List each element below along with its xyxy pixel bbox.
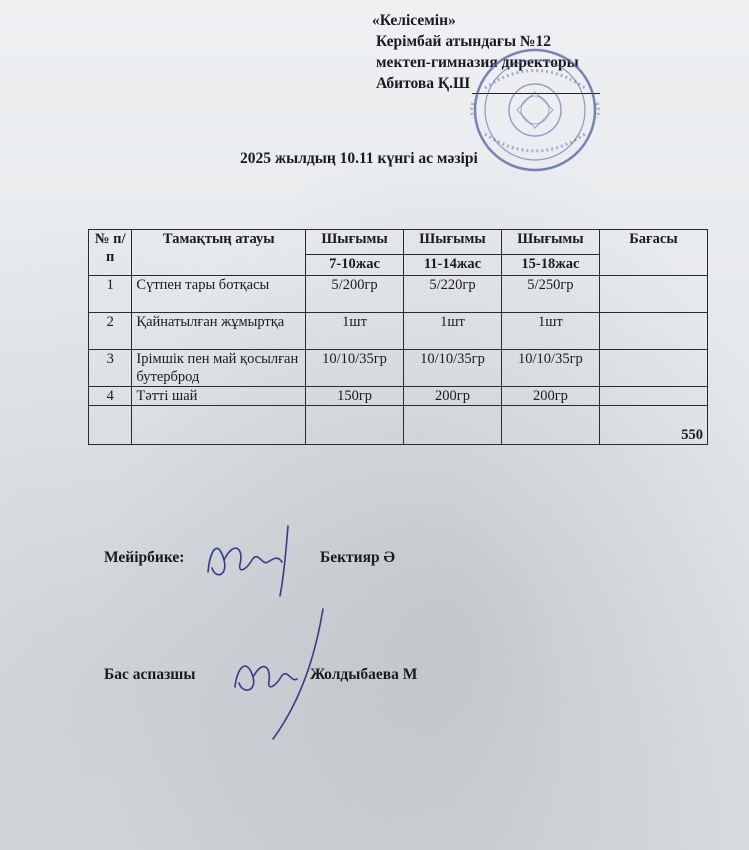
- menu-table: [88, 229, 708, 445]
- menu-title: 2025 жылдың 10.11 күнгі ас мәзірі: [240, 150, 478, 167]
- yield-11-14: 1шт: [404, 313, 502, 350]
- row-number: 1: [89, 276, 132, 313]
- empty-cell: [404, 406, 502, 445]
- row-number: 4: [89, 387, 132, 406]
- yield-7-10: 1шт: [306, 313, 404, 350]
- header-age-11-14: 11-14жас: [404, 255, 502, 276]
- approval-line-director: Абитова Қ.Ш: [376, 75, 470, 92]
- row-number: 2: [89, 313, 132, 350]
- table-row: [89, 276, 708, 313]
- yield-7-10: 150гр: [306, 387, 404, 406]
- header-age-7-10: 7-10жас: [306, 255, 404, 276]
- yield-11-14: 200гр: [404, 387, 502, 406]
- yield-15-18: 5/250гр: [501, 276, 599, 313]
- yield-11-14: 10/10/35гр: [404, 350, 502, 387]
- nurse-signature: [200, 520, 315, 600]
- dish-name: Тәтті шай: [132, 387, 306, 406]
- nurse-signature-row: [104, 549, 184, 567]
- header-yield: Шығымы: [501, 230, 599, 255]
- cook-label: Бас аспазшы: [104, 666, 196, 683]
- nurse-name: Бектияр Ә: [320, 549, 395, 566]
- approval-line-school: Керімбай атындағы №12: [376, 33, 551, 50]
- table-row: [89, 313, 708, 350]
- header-yield: Шығымы: [306, 230, 404, 255]
- yield-15-18: 200гр: [501, 387, 599, 406]
- cook-signature-row: [104, 666, 195, 684]
- table-row: [89, 350, 708, 387]
- cook-name: Жолдыбаева М: [310, 666, 418, 683]
- yield-15-18: 1шт: [501, 313, 599, 350]
- yield-11-14: 5/220гр: [404, 276, 502, 313]
- table-row-total: [89, 406, 708, 445]
- header-age-15-18: 15-18жас: [501, 255, 599, 276]
- table-row: [89, 387, 708, 406]
- price-cell: [599, 276, 707, 313]
- dish-name: Қайнатылған жұмыртқа: [132, 313, 306, 350]
- yield-7-10: 10/10/35гр: [306, 350, 404, 387]
- empty-cell: [306, 406, 404, 445]
- total-price: 550: [599, 406, 707, 445]
- header-price: Бағасы: [599, 230, 707, 276]
- dish-name: Сүтпен тары ботқасы: [132, 276, 306, 313]
- empty-cell: [132, 406, 306, 445]
- approval-heading: «Келісемін»: [372, 12, 456, 29]
- header-number: № п/п: [89, 230, 132, 276]
- header-dish-name: Тамақтың атауы: [132, 230, 306, 276]
- yield-15-18: 10/10/35гр: [501, 350, 599, 387]
- yield-7-10: 5/200гр: [306, 276, 404, 313]
- nurse-label: Мейірбике:: [104, 549, 185, 566]
- empty-cell: [89, 406, 132, 445]
- official-stamp: [455, 48, 615, 178]
- empty-cell: [501, 406, 599, 445]
- dish-name: Ірімшік пен май қосылған бутерброд: [132, 350, 306, 387]
- price-cell: [599, 350, 707, 387]
- approval-line-position: мектеп-гимназия директоры: [376, 54, 579, 71]
- header-yield: Шығымы: [404, 230, 502, 255]
- price-cell: [599, 387, 707, 406]
- price-cell: [599, 313, 707, 350]
- row-number: 3: [89, 350, 132, 387]
